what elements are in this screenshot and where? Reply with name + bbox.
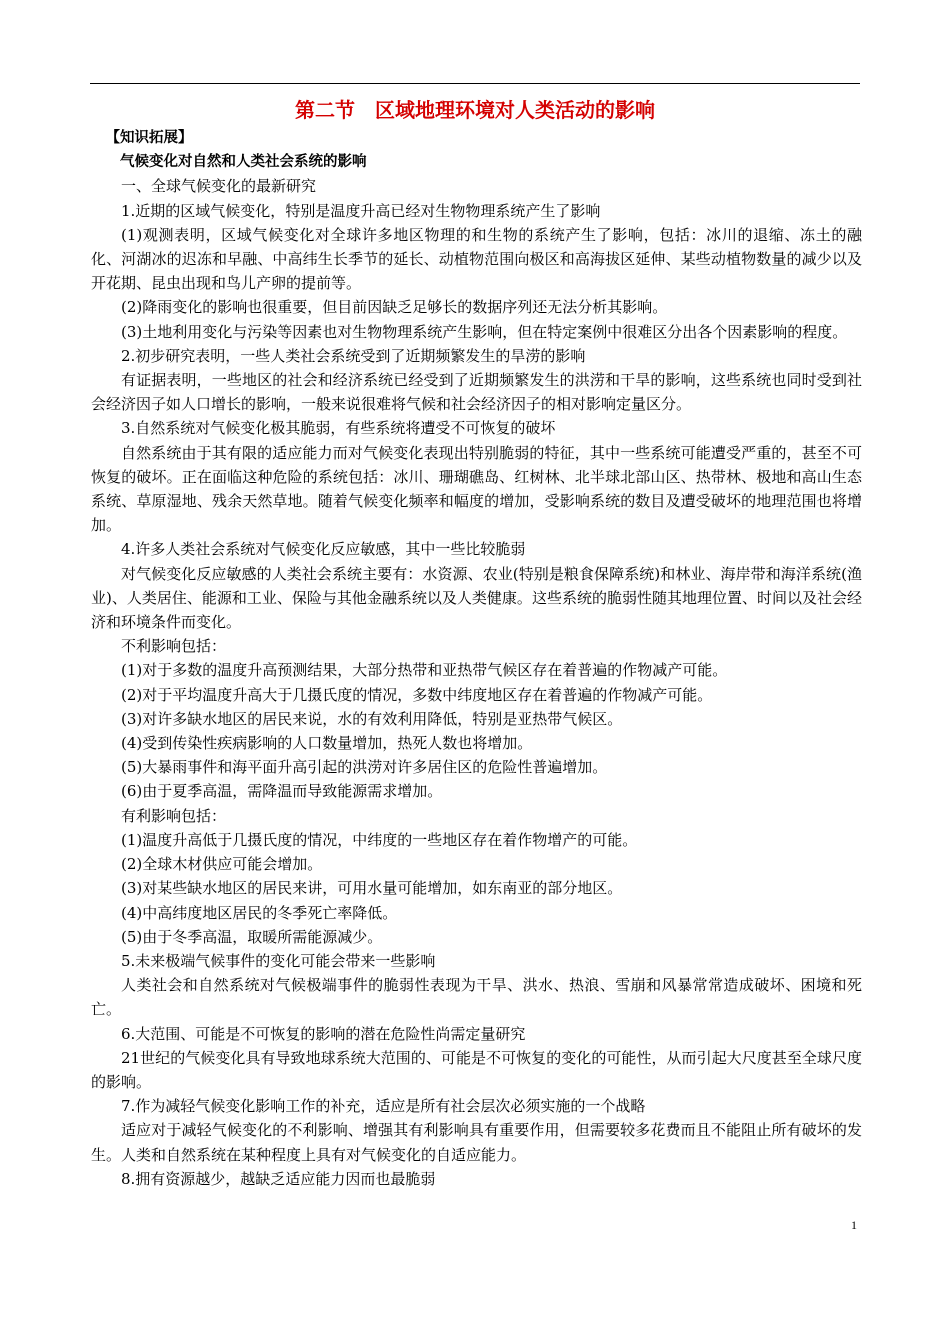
paragraph: (4)受到传染性疾病影响的人口数量增加，热死人数也将增加。 [121, 734, 533, 753]
header-rule [90, 83, 860, 84]
paragraph: 4.许多人类社会系统对气候变化反应敏感，其中一些比较脆弱 [121, 540, 526, 559]
paragraph: 有证据表明，一些地区的社会和经济系统已经受到了近期频繁发生的洪涝和干旱的影响，这些系统也同时受到社会经济因子如人口增长的影响，一般来说很难将气候和社会经济因子的相对影响定量区分。 [91, 371, 862, 414]
paragraph: 自然系统由于其有限的适应能力而对气候变化表现出特别脆弱的特征，其中一些系统可能遭受严重的，甚至不可恢复的破坏。正在面临这种危险的系统包括：冰川、珊瑚礁岛、红树林、北半球北部山区、热带林、极地和高山生态系统、草原湿地、残余天然草地。随着气候变化频率和幅度的增加，受影响系统的数目及遭受破坏的地理范围也将增加。 [91, 443, 862, 535]
paragraph: 21世纪的气候变化具有导致地球系统大范围的、可能是不可恢复的变化的可能性，从而引起大尺度甚至全球尺度的影响。 [91, 1048, 862, 1091]
paragraph: 8.拥有资源越少，越缺乏适应能力因而也最脆弱 [121, 1169, 436, 1188]
subtitle: 气候变化对自然和人类社会系统的影响 [120, 154, 367, 171]
paragraph: 2.初步研究表明，一些人类社会系统受到了近期频繁发生的旱涝的影响 [121, 346, 586, 365]
paragraph: 人类社会和自然系统对气候极端事件的脆弱性表现为干旱、洪水、热浪、雪崩和风暴常常造成破坏、困境和死亡。 [91, 976, 862, 1019]
paragraph: (1)温度升高低于几摄氏度的情况，中纬度的一些地区存在着作物增产的可能。 [121, 830, 638, 849]
paragraph: 适应对于减轻气候变化的不利影响、增强其有利影响具有重要作用，但需要较多花费而且不能阻止所有破坏的发生。人类和自然系统在某种程度上具有对气候变化的自适应能力。 [91, 1121, 862, 1164]
paragraph: 5.未来极端气候事件的变化可能会带来一些影响 [121, 951, 436, 970]
paragraph: 有利影响包括： [121, 806, 227, 825]
paragraph: 对气候变化反应敏感的人类社会系统主要有：水资源、农业(特别是粮食保障系统)和林业、海岸带和海洋系统(渔业)、人类居住、能源和工业、保险与其他金融系统以及人类健康。这些系统的脆弱性随其地理位置、时间以及社会经济和环境条件而变化。 [91, 564, 862, 632]
paragraph: (3)对许多缺水地区的居民来说，水的有效利用降低，特别是亚热带气候区。 [121, 709, 623, 728]
paragraph: 6.大范围、可能是不可恢复的影响的潜在危险性尚需定量研究 [121, 1024, 526, 1043]
paragraph: (1)观测表明，区域气候变化对全球许多地区物理的和生物的系统产生了影响，包括：冰川的退缩、冻土的融化、河湖冰的迟冻和早融、中高纬生长季节的延长、动植物范围向极区和高海拔区延伸、某些动植物数量的减少以及开花期、昆虫出现和鸟儿产卵的提前等。 [91, 225, 862, 293]
document-body [91, 126, 862, 1191]
paragraph: (1)对于多数的温度升高预测结果，大部分热带和亚热带气候区存在着普遍的作物减产可能。 [121, 661, 728, 680]
paragraph: 1.近期的区域气候变化，特别是温度升高已经对生物物理系统产生了影响 [121, 201, 601, 220]
paragraph: (2)降雨变化的影响也很重要，但目前因缺乏足够长的数据序列还无法分析其影响。 [121, 298, 668, 317]
paragraph: 7.作为减轻气候变化影响工作的补充，适应是所有社会层次必须实施的一个战略 [121, 1097, 646, 1116]
page-title: 第二节 区域地理环境对人类活动的影响 [295, 98, 655, 122]
paragraph: (2)对于平均温度升高大于几摄氏度的情况，多数中纬度地区存在着普遍的作物减产可能。 [121, 685, 713, 704]
paragraph: (3)对某些缺水地区的居民来讲，可用水量可能增加，如东南亚的部分地区。 [121, 879, 623, 898]
paragraph: (6)由于夏季高温，需降温而导致能源需求增加。 [121, 782, 443, 801]
paragraph: (3)土地利用变化与污染等因素也对生物物理系统产生影响，但在特定案例中很难区分出各个因素影响的程度。 [121, 322, 848, 341]
paragraph: (4)中高纬度地区居民的冬季死亡率降低。 [121, 903, 398, 922]
paragraph: (5)由于冬季高温，取暖所需能源减少。 [121, 927, 383, 946]
page-number: 1 [851, 1218, 857, 1232]
paragraph: 一、全球气候变化的最新研究 [121, 177, 317, 196]
paragraph: 不利影响包括： [121, 637, 227, 656]
paragraph: 3.自然系统对气候变化极其脆弱，有些系统将遭受不可恢复的破坏 [121, 419, 556, 438]
paragraph: (5)大暴雨事件和海平面升高引起的洪涝对许多居住区的危险性普遍增加。 [121, 758, 608, 777]
paragraph: (2)全球木材供应可能会增加。 [121, 855, 323, 874]
section-label: 【知识拓展】 [105, 130, 193, 146]
